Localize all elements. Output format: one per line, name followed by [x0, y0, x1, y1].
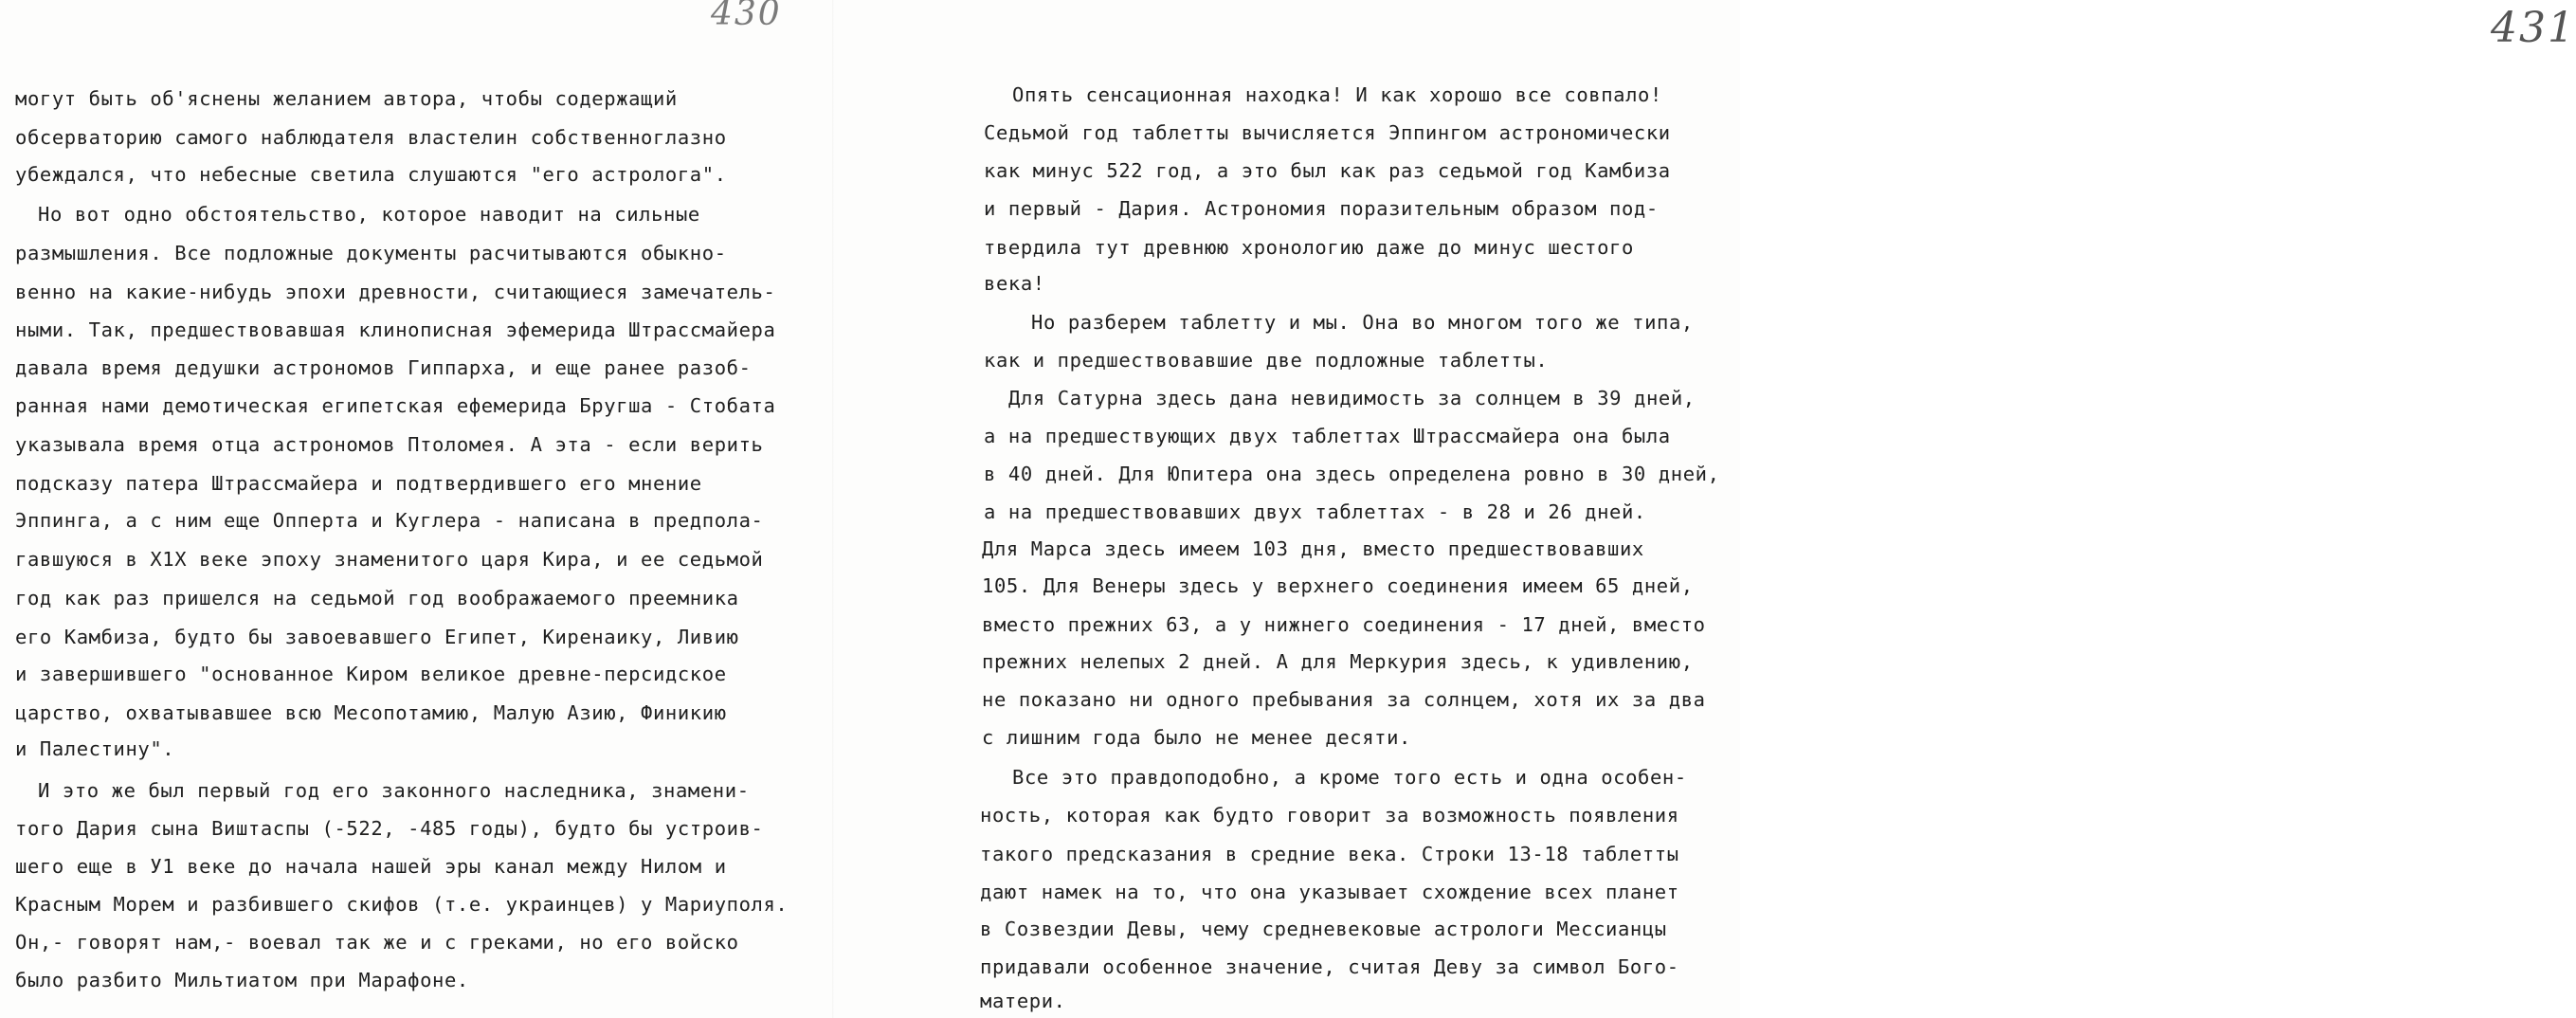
right-line-23: в Созвездии Девы, чему средневековые астрологи Мессианцы	[980, 918, 1667, 940]
right-line-16: прежних нелепых 2 дней. А для Меркурия здесь, к удивлению,	[982, 650, 1694, 673]
left-line-11: подсказу патера Штрассмайера и подтвердившего его мнение	[15, 472, 702, 495]
right-line-21: такого предсказания в средние века. Строки 13-18 таблетты	[980, 843, 1679, 865]
right-line-10: а на предшествующих двух таблеттах Штрассмайера она была	[984, 425, 1671, 447]
left-page	[0, 0, 853, 1018]
left-line-24: было разбито Мильтиатом при Марафоне.	[15, 969, 469, 991]
left-line-13: гавшуюся в Х1Х веке эпоху знаменитого царя Кира, и ее седьмой	[15, 548, 764, 571]
right-line-14: 105. Для Венеры здесь у верхнего соединения имеем 65 дней,	[982, 574, 1694, 597]
left-line-9: ранная нами демотическая египетская ефемерида Бругша - Стобата	[15, 394, 776, 417]
right-line-7: Но разберем таблетту и мы. Она во многом того же типа,	[1031, 311, 1694, 334]
right-line-12: а на предшествовавших двух таблеттах - в 28 и 26 дней.	[984, 500, 1646, 523]
right-line-20: ность, которая как будто говорит за возможность появления	[980, 804, 1679, 827]
left-line-4: Но вот одно обстоятельство, которое наводит на сильные	[38, 203, 700, 226]
left-line-19: И это же был первый год его законного наследника, знамени-	[38, 779, 750, 802]
page-number-left: 430	[711, 0, 782, 33]
left-line-6: венно на какие-нибудь эпохи древности, считающиеся замечатель-	[15, 281, 776, 303]
right-line-6: века!	[984, 272, 1045, 295]
right-line-19: Все это правдоподобно, а кроме того есть и одна особен-	[1012, 766, 1687, 789]
left-line-20: того Дария сына Виштаспы (-522, -485 годы), будто бы устроив-	[15, 817, 764, 840]
left-line-15: его Камбиза, будто бы завоевавшего Египет, Киренаику, Ливию	[15, 626, 739, 648]
left-line-8: давала время дедушки астрономов Гиппарха, и еще ранее разоб-	[15, 356, 752, 379]
right-line-1: Опять сенсационная находка! И как хорошо все совпало!	[1012, 83, 1662, 106]
left-line-23: Он,- говорят нам,- воевал так же и с греками, но его войско	[15, 931, 739, 954]
left-line-17: царство, охватывавшее всю Месопотамию, Малую Азию, Финикию	[15, 701, 727, 724]
left-line-22: Красным Морем и разбившего скифов (т.е. украинцев) у Мариуполя.	[15, 893, 789, 916]
left-line-7: ными. Так, предшествовавшая клинописная эфемерида Штрассмайера	[15, 318, 776, 341]
right-line-11: в 40 дней. Для Юпитера она здесь определена ровно в 30 дней,	[984, 463, 1720, 485]
right-line-8: как и предшествовавшие две подложные таблетты.	[984, 349, 1549, 372]
right-line-13: Для Марса здесь имеем 103 дня, вместо предшествовавших	[982, 537, 1644, 560]
right-line-24: придавали особенное значение, считая Деву за символ Бого-	[980, 955, 1679, 978]
left-line-18: и Палестину".	[15, 737, 175, 760]
left-line-5: размышления. Все подложные документы расчитываются обыкно-	[15, 242, 727, 264]
right-line-17: не показано ни одного пребывания за солнцем, хотя их за два	[982, 688, 1706, 711]
page-number-right: 431	[2491, 4, 2576, 52]
right-line-9: Для Сатурна здесь дана невидимость за солнцем в 39 дней,	[1008, 387, 1696, 409]
left-line-16: и завершившего "основанное Киром великое древне-персидское	[15, 663, 727, 685]
right-line-18: с лишним года было не менее десяти.	[982, 726, 1411, 749]
right-line-22: дают намек на то, что она указывает схождение всех планет	[980, 881, 1679, 903]
right-line-4: и первый - Дария. Астрономия поразительным образом под-	[984, 197, 1659, 220]
left-line-14: год как раз пришелся на седьмой год воображаемого преемника	[15, 587, 739, 609]
left-line-3: убеждался, что небесные светила слушаются "его астролога".	[15, 163, 727, 186]
left-line-2: обсерваторию самого наблюдателя властелин собственноглазно	[15, 126, 727, 149]
right-line-2: Седьмой год таблетты вычисляется Эппингом астрономически	[984, 121, 1671, 144]
page-gutter	[832, 0, 834, 1018]
right-line-3: как минус 522 год, а это был как раз седьмой год Камбиза	[984, 159, 1671, 182]
left-line-1: могут быть об'яснены желанием автора, чтобы содержащий	[15, 87, 678, 110]
left-line-10: указывала время отца астрономов Птоломея. А эта - если верить	[15, 433, 764, 456]
left-line-12: Эппинга, а с ним еще Опперта и Куглера - написана в предпола-	[15, 509, 764, 532]
right-line-25: матери.	[980, 990, 1066, 1012]
right-line-5: твердила тут древнюю хронологию даже до минус шестого	[984, 236, 1634, 259]
right-line-15: вместо прежних 63, а у нижнего соединения - 17 дней, вместо	[982, 613, 1706, 636]
left-line-21: шего еще в У1 веке до начала нашей эры канал между Нилом и	[15, 855, 727, 878]
